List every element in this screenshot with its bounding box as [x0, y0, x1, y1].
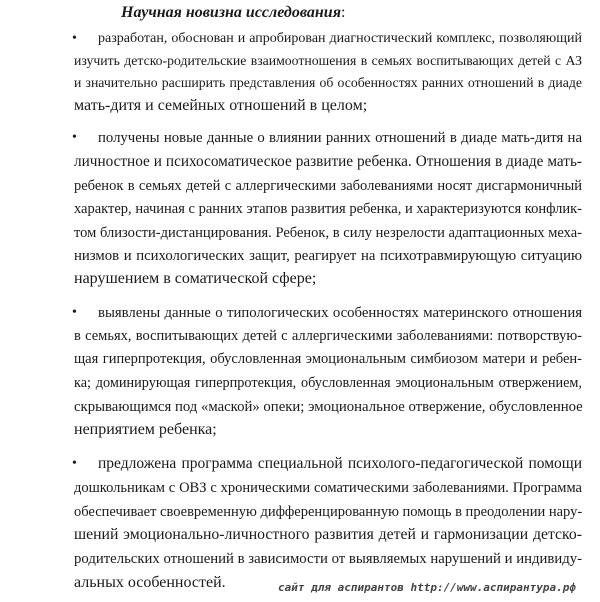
item-3-line-4: ка; доминирующая гиперпротекция, обусловленная эмоциональным отвержением,	[74, 375, 582, 391]
item-3-line-3: щая гиперпротекция, обусловленная эмоциональным симбиозом матери и ребен-	[74, 351, 582, 367]
item-4-line-3: обеспечивает своевременную дифференцированную помощь в преодолении нару-	[74, 504, 583, 520]
item-1-line-2: изучить детско-родительские взаимоотношения в семьях воспитывающих детей с АЗ	[74, 53, 582, 68]
site-watermark: сайт для аспирантов http://www.аспирантура.рф	[278, 581, 577, 594]
item-1-first-line: разработан, обоснован и апробирован диагностический комплекс, позволяющий	[98, 31, 582, 46]
heading-colon: :	[340, 4, 346, 21]
item-4-first-line: предложена программа специальной психолого-педагогической помощи	[98, 455, 582, 472]
item-3-line-5: скрывающимся под «маской» опеки; эмоциональное отвержение, обусловленное	[74, 399, 583, 415]
item-1-line-4: мать-дитя и семейных отношений в целом;	[74, 97, 368, 114]
item-1-line-3: и значительно расширить представления об особенностях ранних отношений в диаде	[74, 75, 582, 90]
bullet-marker: •	[72, 456, 77, 471]
bullet-marker: •	[72, 31, 77, 46]
item-2-first-line: получены новые данные о влиянии ранних отношений в диаде мать-дитя на	[98, 130, 582, 146]
section-heading	[121, 2, 345, 24]
heading-label: Научная новизна исследования	[121, 4, 341, 21]
item-4-line-5: родительских отношений в зависимости от выявляемых нарушений и индивиду-	[74, 551, 583, 567]
item-3-first-line: выявлены данные о типологических особенностях материнского отношения	[98, 305, 582, 321]
item-2-line-2: личностное и психосоматическое развитие ребенка. Отношения в диаде мать-	[74, 153, 582, 170]
bullet-marker: •	[72, 130, 77, 145]
item-3-line-6: неприятием ребенка;	[74, 421, 217, 438]
item-2-line-4: характер, начиная с ранних этапов развития ребенка, и характеризуются конфлик-	[74, 201, 582, 217]
item-2-line-3: ребенок в семьях детей с аллергическими заболеваниями носят дисгармоничный	[74, 178, 582, 194]
bullet-marker: •	[72, 305, 77, 320]
item-2-line-6: низмов и психологических защит, реагирует на психотравмирующую ситуацию	[74, 248, 582, 264]
item-4-line-6: альных особенностей.	[74, 574, 226, 591]
item-4-line-4: шений эмоционально-личностного развития детей и гармонизации детско-	[74, 526, 582, 543]
item-2-line-5: том близости-дистанцирования. Ребенок, в силу незрелости адаптационных меха-	[74, 225, 582, 241]
item-2-line-7: нарушением в соматической сфере;	[74, 270, 317, 287]
item-3-line-2: в семьях, воспитывающих детей с аллергическими заболеваниями: потворствую-	[74, 328, 582, 344]
item-4-line-2: дошкольникам с ОВЗ с хроническими соматическими заболеваниями. Программа	[74, 480, 582, 496]
